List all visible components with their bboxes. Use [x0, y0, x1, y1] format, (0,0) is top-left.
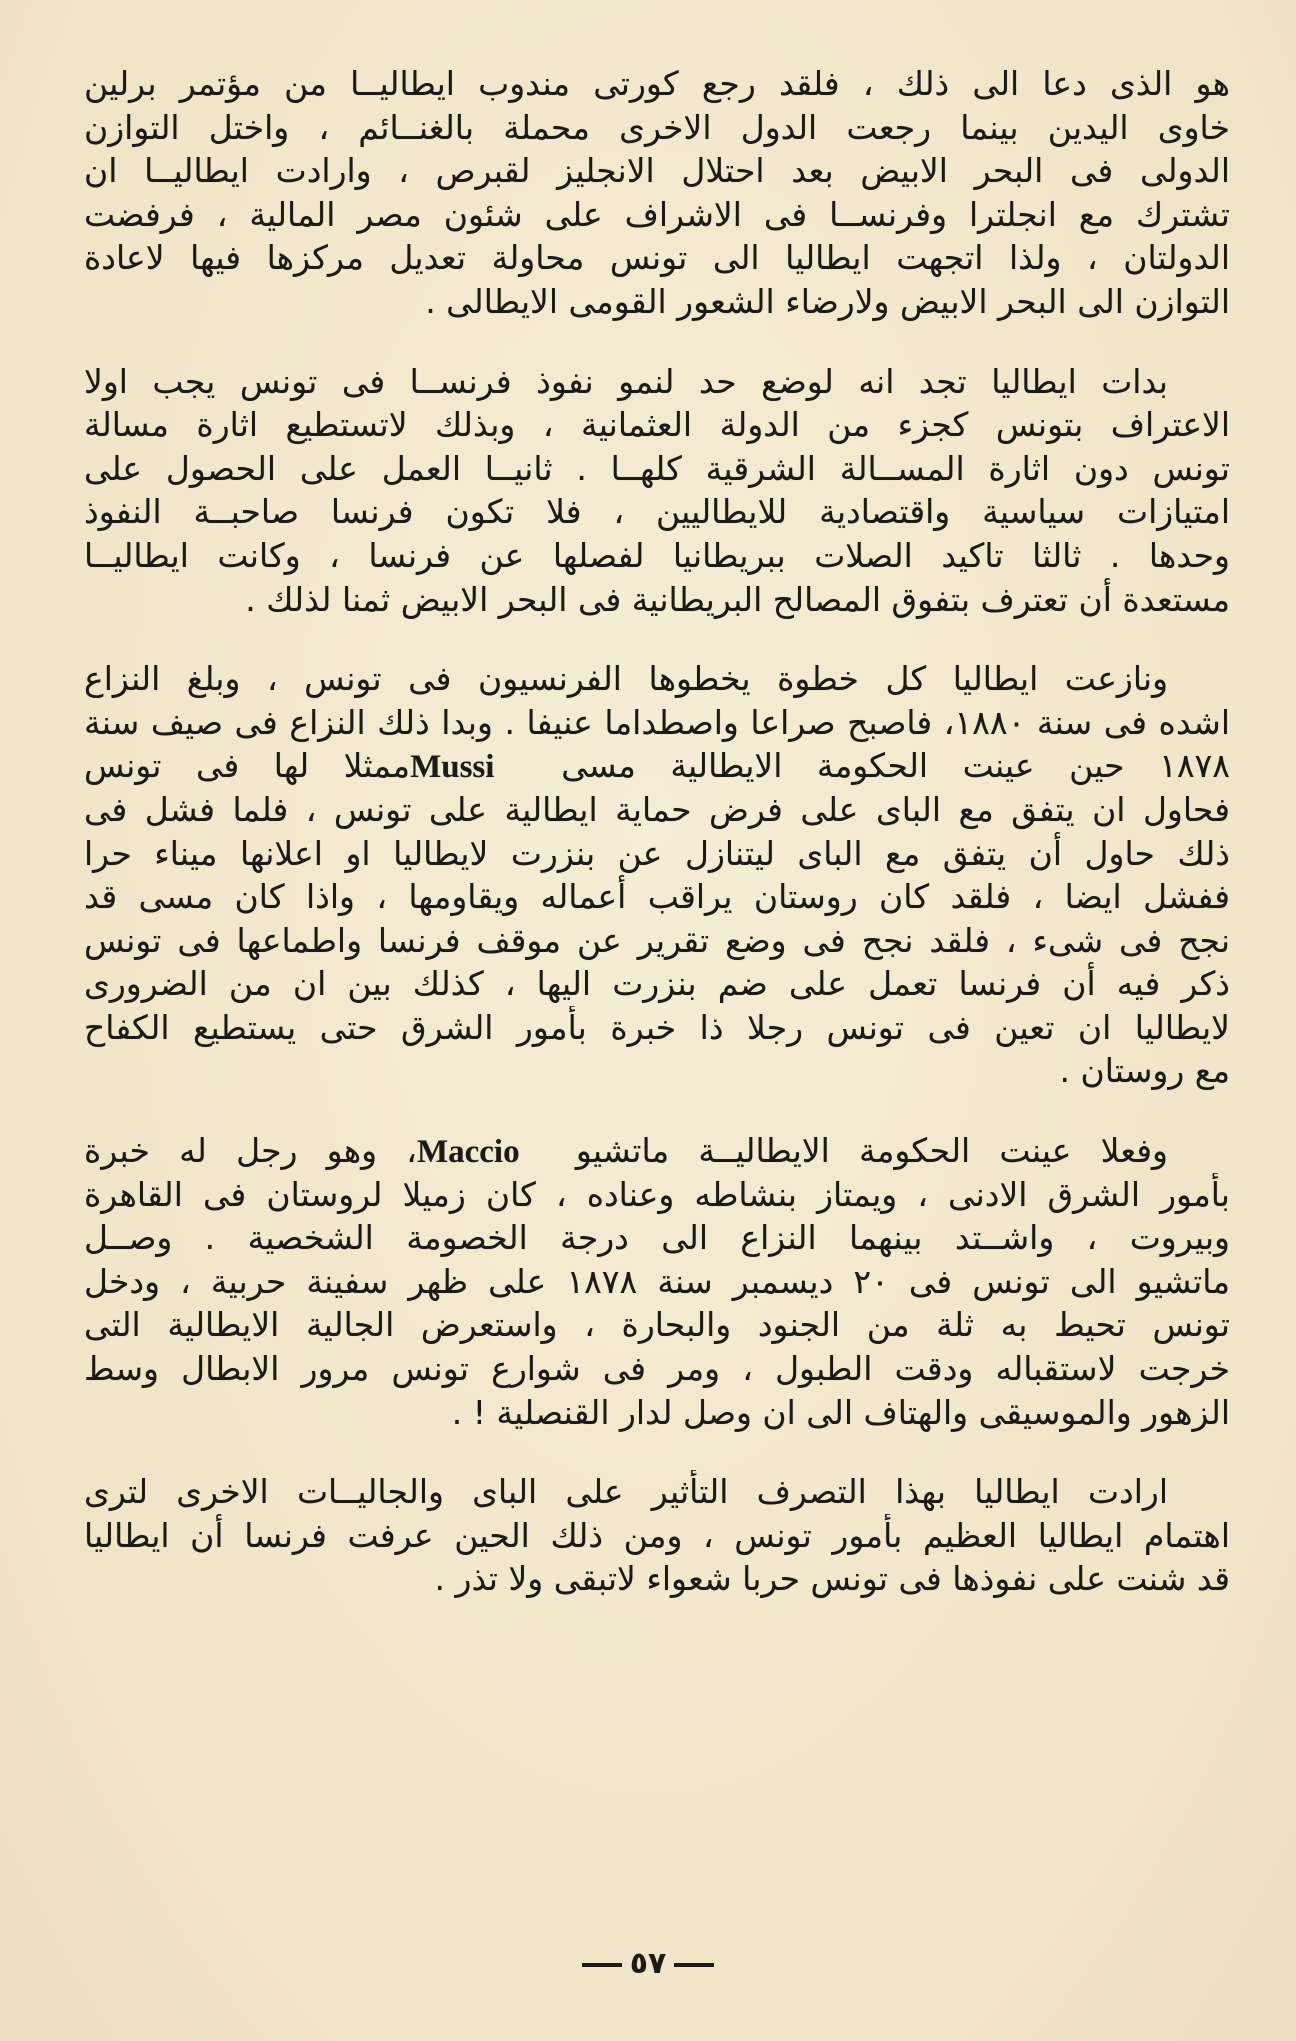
- latin-name: Maccio: [416, 1134, 547, 1171]
- text-line: الدولتان ، ولذا اتجهت ايطاليا الى تونس محاولة تعديل مركزها فيها لاعادة: [84, 238, 1230, 278]
- page-number-text: ٥٧: [629, 1946, 667, 1981]
- text-line: الدولى فى البحر الابيض بعد احتلال الانجليز لقبرص ، وارادت ايطاليــا ان: [84, 151, 1230, 191]
- text-line: هو الذى دعا الى ذلك ، فلقد رجع كورتى مندوب ايطاليــا من مؤتمر برلين: [84, 64, 1230, 103]
- text-line: ذلك حاول أن يتفق مع الباى ليتنازل عن بنزرت لايطاليا او اعلانها ميناء حرا: [84, 833, 1230, 873]
- text-line: اهتمام ايطاليا العظيم بأمور تونس ، ومن ذلك الحين عرفت فرنسا أن ايطاليا: [84, 1515, 1230, 1555]
- text-line: الاعتراف بتونس كجزء من الدولة العثمانية ، وبذلك لاتستطيع اثارة مسالة: [84, 405, 1230, 445]
- text-line: اشده فى سنة ١٨٨٠، فاصبح صراعا واصطداما عنيفا . وبدا ذلك النزاع فى صيف سنة: [84, 702, 1230, 742]
- paragraph: [84, 62, 1230, 324]
- page-number: [0, 1946, 1296, 1981]
- text-line: وبيروت ، واشــتد بينهما النزاع الى درجة الخصومة الشخصية . وصــل: [84, 1218, 1230, 1258]
- paragraph: [84, 657, 1230, 1093]
- text-line: قد شنت على نفوذها فى تونس حربا شعواء لاتبقى ولا تذر .: [434, 1559, 1230, 1599]
- text-line: ١٨٧٨ حين عينت الحكومة الايطالية مسى Mussi ممثلا لها فى تونس: [84, 746, 1230, 786]
- page-number-dash-right: [674, 1963, 714, 1967]
- text-line: ذكر فيه أن فرنسا تعمل على ضم بنزرت اليها ، كذلك بين ان من الضرورى: [84, 964, 1230, 1004]
- paragraph: [84, 360, 1230, 622]
- text-line: ونازعت ايطاليا كل خطوة يخطوها الفرنسيون فى تونس ، وبلغ النزاع: [84, 659, 1168, 699]
- text-line: ارادت ايطاليا بهذا التصرف التأثير على الباى والجاليــات الاخرى لترى: [84, 1472, 1168, 1512]
- text-line: وحدها . ثالثا تاكيد الصلات ببريطانيا لفصلها عن فرنسا ، وكانت ايطاليــا: [84, 535, 1230, 575]
- text-line: التوازن الى البحر الابيض ولارضاء الشعور القومى الايطالى .: [425, 281, 1230, 321]
- text-line: مستعدة أن تعترف بتفوق المصالح البريطانية فى البحر الابيض ثمنا لذلك .: [245, 579, 1230, 619]
- book-page-body: [84, 62, 1230, 1601]
- text-line: خاوى اليدين بينما رجعت الدول الاخرى محملة بالغنــائم ، واختل التوازن: [84, 107, 1230, 147]
- paragraph: [84, 1470, 1230, 1601]
- text-line: ففشل ايضا ، فلقد كان روستان يراقب أعماله ويقاومها ، واذا كان مسى قد: [84, 877, 1230, 917]
- text-line: تشترك مع انجلترا وفرنســا فى الاشراف على شئون مصر المالية ، فرفضت: [84, 194, 1230, 234]
- text-line: فحاول ان يتفق مع الباى على فرض حماية ايطالية على تونس ، فلما فشل فى: [84, 789, 1230, 829]
- page-number-dash-left: [582, 1963, 622, 1967]
- text-line: ماتشيو الى تونس فى ٢٠ ديسمبر سنة ١٨٧٨ على ظهر سفينة حربية ، ودخل: [84, 1261, 1230, 1301]
- text-line: الزهور والموسيقى والهتاف الى ان وصل لدار القنصلية ! .: [451, 1392, 1230, 1432]
- text-line: نجح فى شىء ، فلقد نجح فى وضع تقرير عن موقف فرنسا واطماعها فى تونس: [84, 920, 1230, 960]
- text-line: وفعلا عينت الحكومة الايطاليــة ماتشيو Maccio ، وهو رجل له خبرة: [84, 1131, 1168, 1171]
- text-line: امتيازات سياسية واقتصادية للايطاليين ، فلا تكون فرنسا صاحبــة النفوذ: [84, 492, 1230, 532]
- text-line: بأمور الشرق الادنى ، ويمتاز بنشاطه وعناده ، كان زميلا لروستان فى القاهرة: [84, 1174, 1230, 1214]
- text-line: بدات ايطاليا تجد انه لوضع حد لنمو نفوذ فرنســا فى تونس يجب اولا: [84, 361, 1168, 401]
- text-line: خرجت لاستقباله ودقت الطبول ، ومر فى شوارع تونس مرور الابطال وسط: [84, 1349, 1230, 1389]
- paragraph: [84, 1129, 1230, 1434]
- latin-name: Mussi: [410, 749, 527, 786]
- text-line: تونس تحيط به ثلة من الجنود والبحارة ، واستعرض الجالية الايطالية التى: [84, 1305, 1230, 1345]
- text-line: لايطاليا ان تعين فى تونس رجلا ذا خبرة بأمور الشرق حتى يستطيع الكفاح: [84, 1007, 1230, 1047]
- text-line: مع روستان .: [1059, 1051, 1230, 1091]
- text-line: تونس دون اثارة المســالة الشرقية كلهــا . ثانيــا العمل على الحصول على: [84, 448, 1230, 488]
